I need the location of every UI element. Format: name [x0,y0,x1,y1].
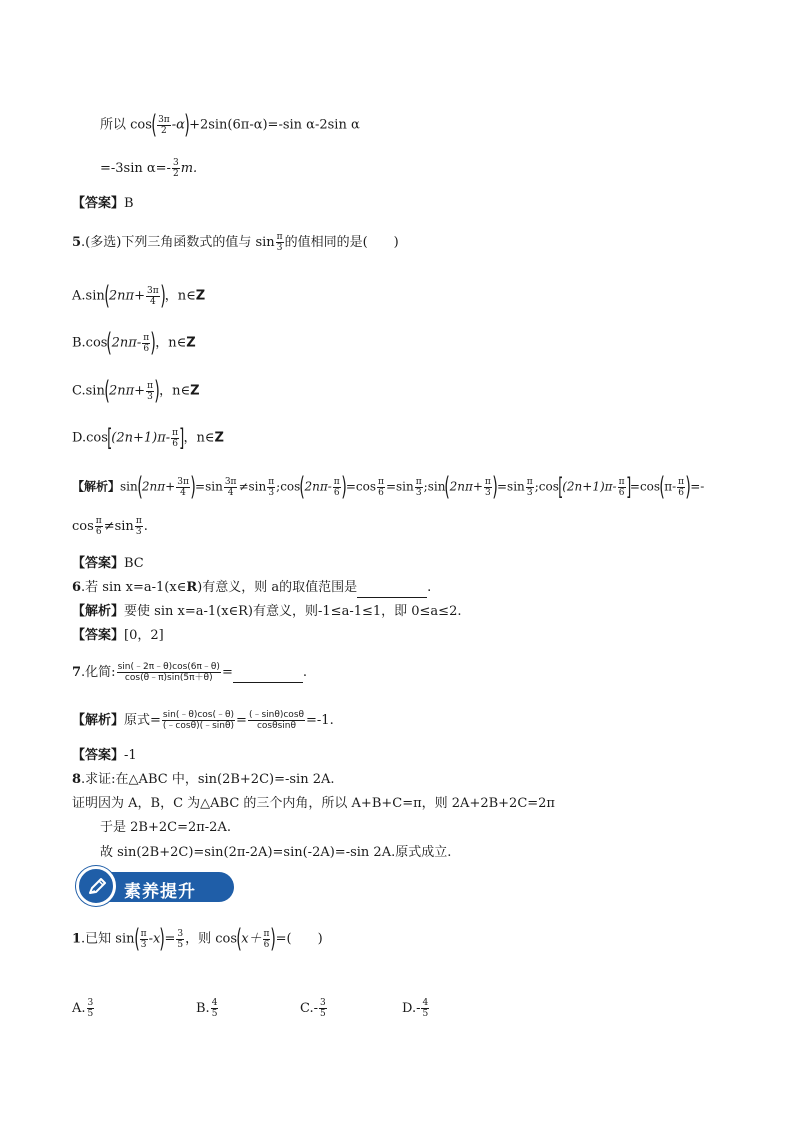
q5-option-a[interactable]: A.sin(2nπ+ $\frac{3\pi}{4}$ )，n∈Z [72,281,206,311]
q5-analysis-line-1: 【解析】sin(2nπ+ $\frac{3\pi}{4}$ )=sin $\frac{3\pi}{4}$ ≠sin $\frac{\pi}{3}$ ;cos(2nπ- $\frac{\pi}{6}$ )=cos $\frac{\pi}{6}$ =sin $\frac{\pi}{3}$ ;sin(2nπ+ $\frac{\pi}{3}$ )=sin $\frac{\pi}{3}$ ;cos[(2n+1)π- $\frac{\pi}{6}$ ]=cos(π- $\frac{\pi}{6}$ )=- [72,472,705,502]
q6-stem: 6.若 sin x=a-1(x∈R)有意义，则 a的取值范围是 . [72,578,431,598]
prev-line-1: 所以 cos( $\frac{3\pi}{2}$ -α)+2sin(6π-α)=-sin α-2sin α [100,110,360,140]
pencil-icon [76,866,116,906]
q5-answer: 【答案】BC [72,556,144,571]
q4-answer: 【答案】B [72,196,134,211]
q7-stem: 7.化简: $\frac{\sin(﹣2\pi﹣\theta)\cos(6\pi﹣\theta)}{\cos(\theta﹣\pi)\sin(5\pi+\theta)}$ = . [72,662,307,683]
q5-option-c[interactable]: C.sin(2nπ+ $\frac{\pi}{3}$ )，n∈Z [72,376,200,406]
q7-answer-blank[interactable] [233,670,303,683]
q5-stem: 5.(多选)下列三角函数式的值与 sin $\frac{\pi}{3}$ 的值相同的是( ) [72,232,399,253]
section-banner [76,866,234,906]
q5-option-b[interactable]: B.cos(2nπ- $\frac{\pi}{6}$ )，n∈Z [72,328,196,358]
q5-analysis-line-2: cos $\frac{\pi}{6}$ ≠sin $\frac{\pi}{3}$ . [72,516,148,537]
section-title: 素养提升 [124,882,196,902]
s1-option-d[interactable]: D.- $\frac{4}{5}$ [402,998,429,1019]
q8-proof-line-1: 证明因为 A，B，C 为△ABC 的三个内角，所以 A+B+C=π，则 2A+2B+2C=2π [72,796,555,811]
q7-analysis: 【解析】原式= $\frac{\sin(﹣\theta)\cos(﹣\theta)}{(﹣\cos\theta)(﹣\sin\theta)}$ = $\frac{(﹣\sin\theta)\cos\theta}{\cos\theta\sin\theta}$ =-1. [72,710,334,731]
s1-stem: 1.已知 sin( $\frac{\pi}{3}$ -x)= $\frac{3}{5}$ ，则 cos(x＋ $\frac{\pi}{6}$ )=( ) [72,924,323,954]
q5-option-d[interactable]: D.cos[(2n+1)π- $\frac{\pi}{6}$ ]，n∈Z [72,424,224,452]
q7-answer: 【答案】-1 [72,748,137,763]
q8-proof-line-2: 于是 2B+2C=2π-2A. [100,820,231,835]
q6-answer: 【答案】[0，2] [72,628,164,643]
q6-answer-blank[interactable] [357,585,427,598]
prev-line-2: =-3sin α=- $\frac{3}{2}$ m. [100,158,198,179]
q8-proof-line-3: 故 sin(2B+2C)=sin(2π-2A)=sin(-2A)=-sin 2A.原式成立. [100,845,452,860]
s1-option-a[interactable]: A. $\frac{3}{5}$ [72,998,94,1019]
q8-stem: 8.求证:在△ABC 中，sin(2B+2C)=-sin 2A. [72,772,335,787]
q6-analysis: 【解析】要使 sin x=a-1(x∈R)有意义，则-1≤a-1≤1，即 0≤a≤2. [72,604,462,619]
s1-option-c[interactable]: C.- $\frac{3}{5}$ [300,998,326,1019]
s1-option-b[interactable]: B. $\frac{4}{5}$ [196,998,218,1019]
